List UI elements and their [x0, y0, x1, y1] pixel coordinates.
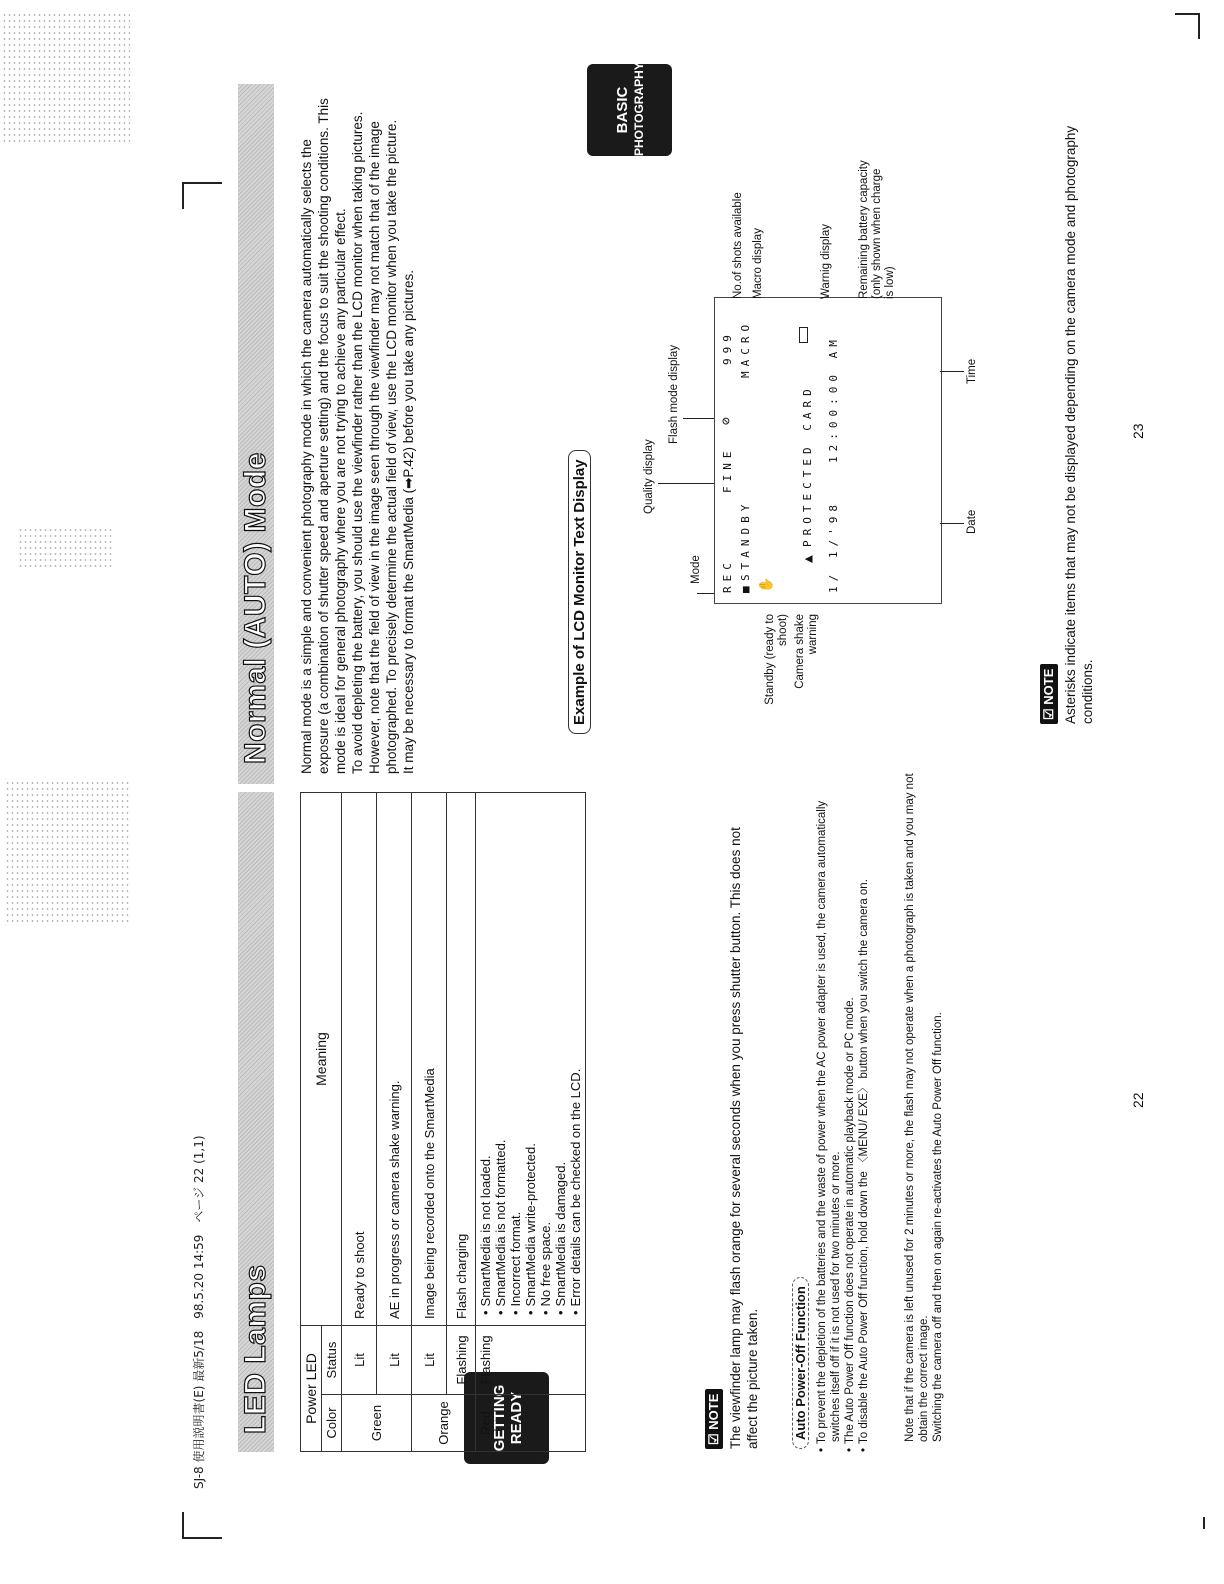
lcd-macro: MACRO [739, 319, 752, 378]
label-date: Date [966, 509, 978, 534]
scan-noise [5, 779, 130, 924]
crop-mark [182, 182, 222, 184]
paragraph: However, note that the field of view in the image seen through the viewfinder may not match that of the image photographed. To precisely determine the actual field of view, use the LCD monitor when you take the picture. [367, 119, 399, 774]
paragraph: Normal mode is a simple and convenient photography mode in which the camera automatically selects the exposure (a combination of shutter speed and aperture setting) and the focus to suit the shooting conditions. This mode is ideal for general photography where you are not trying to achieve any particular effect. [299, 98, 348, 774]
label-shots: No.of shots available [732, 192, 744, 299]
table-row [412, 793, 447, 1452]
lcd-date: 1/ 1/'98 [827, 500, 840, 593]
table-cell-status: Flashing [476, 1326, 586, 1395]
lcd-standby: STANDBY [739, 499, 752, 581]
label-warning: Warnig display [820, 224, 832, 299]
table-col-meaning: Meaning [301, 793, 342, 1326]
table-cell-color: Red [476, 1395, 586, 1452]
table-cell-meaning [476, 793, 586, 1326]
list-item: • SmartMedia is damaged. [553, 799, 568, 1305]
label-flash: Flash mode display [668, 344, 680, 444]
auto-power-off-list [815, 762, 871, 1456]
scan-noise [18, 529, 113, 569]
crop-mark [1203, 1517, 1205, 1529]
paragraph: Note that if the camera is left unused for 2 minutes or more, the flash may not operate when a photograph is taken and you may not obtain the correct image. [904, 773, 930, 1442]
section-title: Normal (AUTO) Mode [239, 452, 272, 764]
lcd-quality: FINE [721, 446, 734, 493]
basic-photography-tab [587, 64, 672, 156]
crop-mark [182, 1537, 222, 1539]
lcd-shots: 999 [721, 330, 734, 365]
crop-mark [1198, 13, 1200, 39]
camera-shake-icon: ✋ [759, 576, 774, 593]
tab-line: GETTING [491, 1384, 508, 1452]
list-item: • SmartMedia write-protected. [523, 799, 538, 1305]
label-standby: Standby (ready to shoot) [764, 614, 789, 705]
list-item: • SmartMedia is not loaded. [478, 799, 493, 1305]
paragraph: To avoid depleting the battery, you should use the viewfinder rather than the LCD monitor when taking pictures. [350, 111, 365, 774]
lcd-mode: REC [721, 558, 734, 593]
leader-line [658, 483, 714, 484]
scan-noise [2, 14, 130, 144]
page-number: 23 [1130, 423, 1146, 439]
lcd-time: 12:00:00 AM [827, 335, 840, 463]
table-col-color: Color [322, 1395, 342, 1452]
note-icon: ☑ NOTE [705, 1389, 723, 1449]
table-cell-status: Lit [342, 1326, 377, 1395]
list-item: • Incorrect format. [508, 799, 523, 1305]
table-row [342, 793, 377, 1452]
list-item: • To disable the Auto Power Off function, hold down the 〈MENU/ EXE〉 button when you switch the camera on. [857, 762, 871, 1442]
leader-line [683, 418, 714, 419]
table-cell-meaning: Ready to shoot [342, 793, 377, 1326]
flash-icon: ⊘ [719, 417, 734, 425]
table-cell-status: Lit [377, 1326, 412, 1395]
paragraph: Switching the camera off and then on again re-activates the Auto Power Off function. [932, 1012, 944, 1442]
list-item: • No free space. [538, 799, 553, 1305]
label-camshake: Camera shake warning [794, 614, 819, 689]
table-cell-status: Flashing [447, 1326, 476, 1395]
standby-icon: ■ [739, 586, 752, 593]
file-header: SJ-8 使用説明書(E) 最新5/18 98.5.20 14:59 ページ 22 (1,1) [192, 1135, 206, 1489]
red-flashing-list [478, 799, 583, 1319]
list-item: • SmartMedia is not formatted. [493, 799, 508, 1305]
table-cell-color: Orange [412, 1395, 476, 1452]
intro-text [298, 94, 417, 774]
led-table [300, 792, 586, 1452]
table-row [447, 793, 476, 1452]
paragraph: It may be necessary to format the SmartMedia (➡P.42) before you take any pictures. [401, 269, 416, 774]
tab-line: BASIC [614, 86, 631, 134]
label-macro: Macro display [752, 228, 764, 299]
list-item: • To prevent the depletion of the batteries and the waste of power when the AC power adapter is used, the camera automatically switches itself off if it is not used for two minutes or more. [815, 762, 843, 1442]
leader-line [940, 523, 964, 524]
tab-line: PHOTOGRAPHY [632, 62, 646, 156]
label-mode: Mode [690, 555, 702, 584]
label-battery: Remaining battery capacity (only shown when charge is low) [858, 160, 896, 299]
crop-mark [1175, 13, 1200, 15]
battery-icon [799, 327, 808, 343]
table-row [377, 793, 412, 1452]
leader-line [940, 371, 964, 372]
note-icon: ☑ NOTE [1040, 664, 1058, 724]
section-title: LED Lamps [239, 1264, 272, 1434]
lcd-display [714, 297, 942, 604]
right-note-text: Asterisks indicate items that may not be displayed depending on the camera mode and photography conditions. [1063, 125, 1095, 724]
auto-power-off-note [903, 772, 945, 1442]
table-cell-status: Lit [412, 1326, 447, 1395]
table-row [476, 793, 586, 1452]
crop-mark [182, 1512, 184, 1539]
table-cell-color: Green [342, 1395, 412, 1452]
table-group-header: Power LED [301, 1326, 322, 1452]
list-item: • Error details can be checked on the LCD. [568, 799, 583, 1305]
table-cell-meaning: AE in progress or camera shake warning. [377, 793, 412, 1326]
tab-line: READY [508, 1391, 525, 1445]
note-label: NOTE [706, 1393, 721, 1430]
crop-mark [182, 182, 184, 209]
table-cell-meaning: Flash charging [447, 793, 476, 1326]
auto-power-off-heading: Auto Power-Off Function [792, 1277, 809, 1449]
table-col-status: Status [322, 1326, 342, 1395]
lcd-warning: PROTECTED CARD [801, 384, 814, 547]
list-item: • The Auto Power Off function does not operate in automatic playback mode or PC mode. [843, 762, 857, 1442]
table-cell-meaning: Image being recorded onto the SmartMedia [412, 793, 447, 1326]
leader-line [697, 593, 714, 594]
example-title: Example of LCD Monitor Text Display [568, 450, 591, 734]
page-number: 22 [1130, 1092, 1146, 1108]
left-note-text: The viewfinder lamp may flash orange for several seconds when you press shutter button. This does not affect the picture taken. [728, 827, 760, 1449]
label-quality: Quality display [643, 439, 655, 514]
warning-icon: ▲ [801, 555, 816, 563]
note-label: NOTE [1041, 668, 1056, 705]
label-time: Time [966, 358, 978, 384]
